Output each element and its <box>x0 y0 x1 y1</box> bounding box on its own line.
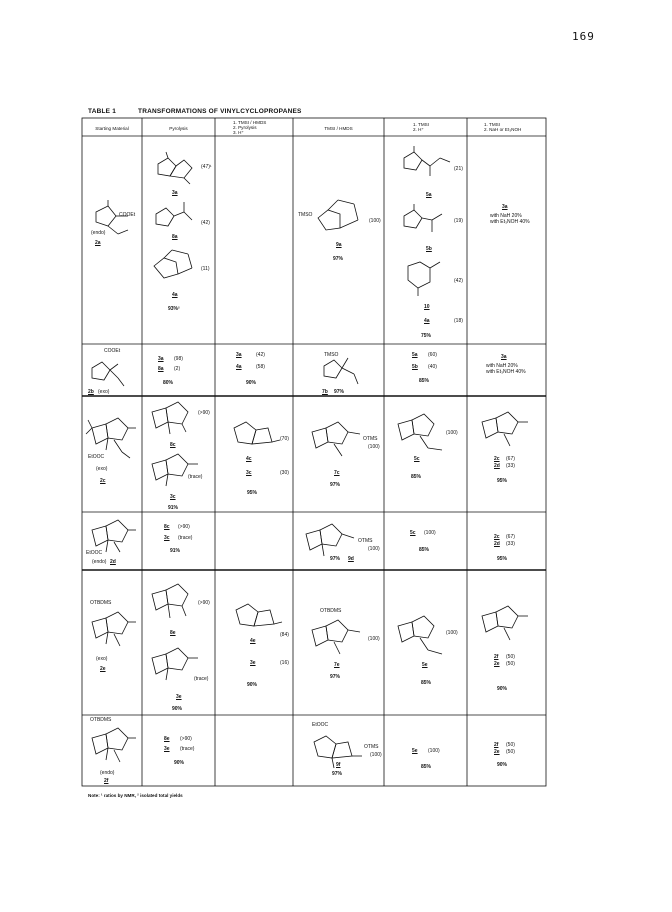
structure-8c <box>146 398 202 438</box>
ratio: (30) <box>280 470 289 476</box>
group: EtOOC <box>86 550 103 556</box>
ratio: (>90) <box>198 600 210 606</box>
yield: 97% <box>333 256 344 262</box>
compound-label: 3a <box>502 204 508 210</box>
group: OTBDMS <box>320 608 342 614</box>
ratio: (58) <box>256 364 265 370</box>
structure-3a <box>150 150 200 186</box>
structure-5b <box>398 202 458 238</box>
yield: 95% <box>497 478 508 484</box>
ratio: (50) <box>506 661 515 667</box>
compound-label: 3c <box>246 470 252 476</box>
ratio: (50) <box>506 742 515 748</box>
ratio: (100) <box>446 430 458 436</box>
yield: 91% <box>170 548 181 554</box>
header-tmsi-hmds: TMSI / HMDS <box>324 126 353 131</box>
table-footnote: Note: ¹ ratios by NMR, ² isolated total yields <box>88 793 183 798</box>
compound-label: 3a <box>158 356 164 362</box>
group: OTBDMS <box>90 717 112 723</box>
compound-label: 4a <box>424 318 430 324</box>
compound-label: 8a <box>158 366 164 372</box>
compound-label: 4a <box>172 292 178 298</box>
compound-label: 5e <box>422 662 428 668</box>
note-2b: (exo) <box>98 389 110 395</box>
ratio: (100) <box>446 630 458 636</box>
table-caption: TRANSFORMATIONS OF VINYLCYCLOPROPANES <box>138 108 302 115</box>
note: (exo) <box>96 466 108 472</box>
compound-label: 8a <box>172 234 178 240</box>
yield: 97% <box>330 556 341 562</box>
compound-label: 3a <box>501 354 507 360</box>
yield: 85% <box>421 764 432 770</box>
ratio: (42) <box>201 220 210 226</box>
compound-label: 9f <box>336 762 341 768</box>
compound-label: 4c <box>246 456 252 462</box>
ratio: (42) <box>256 352 265 358</box>
group: OTMS <box>364 744 379 750</box>
compound-label: 8c <box>170 442 176 448</box>
compound-label: 10 <box>424 304 430 310</box>
structure-2f-product <box>476 598 536 644</box>
condition-text: with NaH 20% <box>490 213 522 219</box>
ratio: (33) <box>506 463 515 469</box>
ratio: (100) <box>424 530 436 536</box>
group: TMSO <box>298 212 313 218</box>
yield: 85% <box>419 378 430 384</box>
structure-5e <box>392 608 452 658</box>
ratio: (100) <box>370 752 382 758</box>
ratio: (100) <box>368 444 380 450</box>
ratio: (50) <box>506 654 515 660</box>
compound-label: 9d <box>348 556 354 562</box>
label: 2c <box>100 478 106 484</box>
ratio: (100) <box>428 748 440 754</box>
compound-label: 2e <box>494 661 500 667</box>
structure-2b <box>86 354 136 388</box>
compound-label: 7e <box>334 662 340 668</box>
yield: 75% <box>421 333 432 339</box>
ratio: (100) <box>369 218 381 224</box>
compound-label: 3e <box>176 694 182 700</box>
label: 2d <box>110 559 116 565</box>
yield: 91% <box>168 505 179 511</box>
structure-2e <box>86 606 140 650</box>
compound-label: 5b <box>412 364 418 370</box>
label-2b: 2b <box>88 389 94 395</box>
yield: 80% <box>163 380 174 386</box>
group: COOEt <box>104 348 121 354</box>
ratio: (60) <box>428 352 437 358</box>
ratio: (2) <box>174 366 181 372</box>
group: EtOOC <box>88 454 105 460</box>
yield: 90% <box>497 686 508 692</box>
compound-label: 2c <box>494 456 500 462</box>
compound-label: 8e <box>164 736 170 742</box>
yield: 97% <box>330 482 341 488</box>
compound-label: 5c <box>410 530 416 536</box>
ratio: (70) <box>280 436 289 442</box>
header-tmsi-h: 1. TMSI 2. H⁺ <box>413 122 429 133</box>
ratio: (18) <box>454 318 463 324</box>
ratio: (trace) <box>178 535 193 541</box>
ratio: (16) <box>280 660 289 666</box>
group: OTMS <box>358 538 373 544</box>
ratio: (98) <box>174 356 183 362</box>
yield: 97% <box>334 389 345 395</box>
yield: 90% <box>247 682 258 688</box>
ratio: (>90) <box>198 410 210 416</box>
compound-label: 7c <box>334 470 340 476</box>
compound-label: 4e <box>250 638 256 644</box>
structure-7e <box>306 612 366 658</box>
structure-4e <box>228 596 284 636</box>
ratio: (84) <box>280 632 289 638</box>
header-tmsi-hmds-pyrolysis: 1. TMSI / HMDS 2. Pyrolysis 3. H⁺ <box>233 120 267 136</box>
compound-label: 8e <box>170 630 176 636</box>
ratio: (100) <box>368 546 380 552</box>
group-etooc: EtOOC <box>312 722 329 728</box>
compound-label: 3e <box>164 746 170 752</box>
compound-label: 3c <box>164 535 170 541</box>
ratio: (42) <box>454 278 463 284</box>
compound-label: 5c <box>414 456 420 462</box>
compound-label: 5a <box>426 192 432 198</box>
ratio: (100) <box>368 636 380 642</box>
ratio: (trace) <box>194 676 209 682</box>
header-starting-material: Starting Material <box>95 126 129 131</box>
compound-label: 3c <box>170 494 176 500</box>
note: (endo) <box>100 770 115 776</box>
ratio: (trace) <box>188 474 203 480</box>
ratio: (33) <box>506 541 515 547</box>
ratio: (50) <box>506 749 515 755</box>
ratio: (67) <box>506 534 515 540</box>
compound-label: 7b <box>322 389 328 395</box>
label: 2f <box>104 778 109 784</box>
note-2a: (endo) <box>91 230 106 236</box>
structure-8e <box>146 578 202 622</box>
ratio: (11) <box>201 266 210 272</box>
compound-label: 5a <box>412 352 418 358</box>
yield: 93%² <box>168 306 180 312</box>
compound-label: 2d <box>494 463 500 469</box>
ratio: (>90) <box>180 736 192 742</box>
yield: 85% <box>421 680 432 686</box>
compound-label: 2e <box>494 749 500 755</box>
structure-2f <box>86 722 140 766</box>
structure-9d <box>300 520 362 560</box>
structure-10 <box>398 258 448 298</box>
group: TMSO <box>324 352 339 358</box>
ratio: (19) <box>454 218 463 224</box>
yield: 90% <box>497 762 508 768</box>
ratio: (trace) <box>180 746 195 752</box>
yield: 97% <box>332 771 343 777</box>
compound-label: 2c <box>494 534 500 540</box>
group-2a: COOEt <box>119 212 136 218</box>
ratio: (21) <box>454 166 463 172</box>
structure-7c <box>306 414 366 460</box>
yield: 95% <box>247 490 258 496</box>
structure-4c <box>226 414 282 454</box>
note: (endo) <box>92 559 107 565</box>
condition-text: with Et₃NOH 40% <box>490 219 530 225</box>
structure-5a <box>396 144 456 180</box>
structure-3c <box>146 450 202 490</box>
ratio: (>90) <box>178 524 190 530</box>
yield: 85% <box>411 474 422 480</box>
table-label: TABLE 1 <box>88 108 117 115</box>
yield: 97% <box>330 674 341 680</box>
compound-label: 2f <box>494 742 499 748</box>
compound-label: 8c <box>164 524 170 530</box>
compound-label: 2f <box>494 654 499 660</box>
yield: 90% <box>172 706 183 712</box>
ratio: (40) <box>428 364 437 370</box>
structure-2c-product <box>476 404 536 450</box>
structure-9a <box>312 196 372 236</box>
structure-8a <box>150 202 200 232</box>
group: OTMS <box>363 436 378 442</box>
page-number: 169 <box>572 30 595 43</box>
label: 2e <box>100 666 106 672</box>
yield: 95% <box>497 556 508 562</box>
yield: 90% <box>246 380 257 386</box>
structure-5c <box>392 406 452 452</box>
header-tmsi-nah: 1. TMSI 2. NaH or Et₃NOH <box>484 122 522 133</box>
header-pyrolysis: Pyrolysis <box>169 126 188 131</box>
compound-label: 3a <box>236 352 242 358</box>
compound-label: 4a <box>236 364 242 370</box>
compound-label: 5b <box>426 246 432 252</box>
compound-label: 3a <box>172 190 178 196</box>
label-2a: 2a <box>95 240 101 246</box>
compound-label: 2d <box>494 541 500 547</box>
yield: 90% <box>174 760 185 766</box>
compound-label: 5e <box>412 748 418 754</box>
note: (exo) <box>96 656 108 662</box>
compound-label: 9a <box>336 242 342 248</box>
condition-text: with Et₃NOH 40% <box>486 369 526 375</box>
group: OTBDMS <box>90 600 112 606</box>
ratio: (67) <box>506 456 515 462</box>
yield: 85% <box>419 547 430 553</box>
ratio: (47)¹ <box>201 164 212 170</box>
compound-label: 3e <box>250 660 256 666</box>
structure-4a <box>148 246 204 282</box>
condition-text: with NaH 20% <box>486 363 518 369</box>
